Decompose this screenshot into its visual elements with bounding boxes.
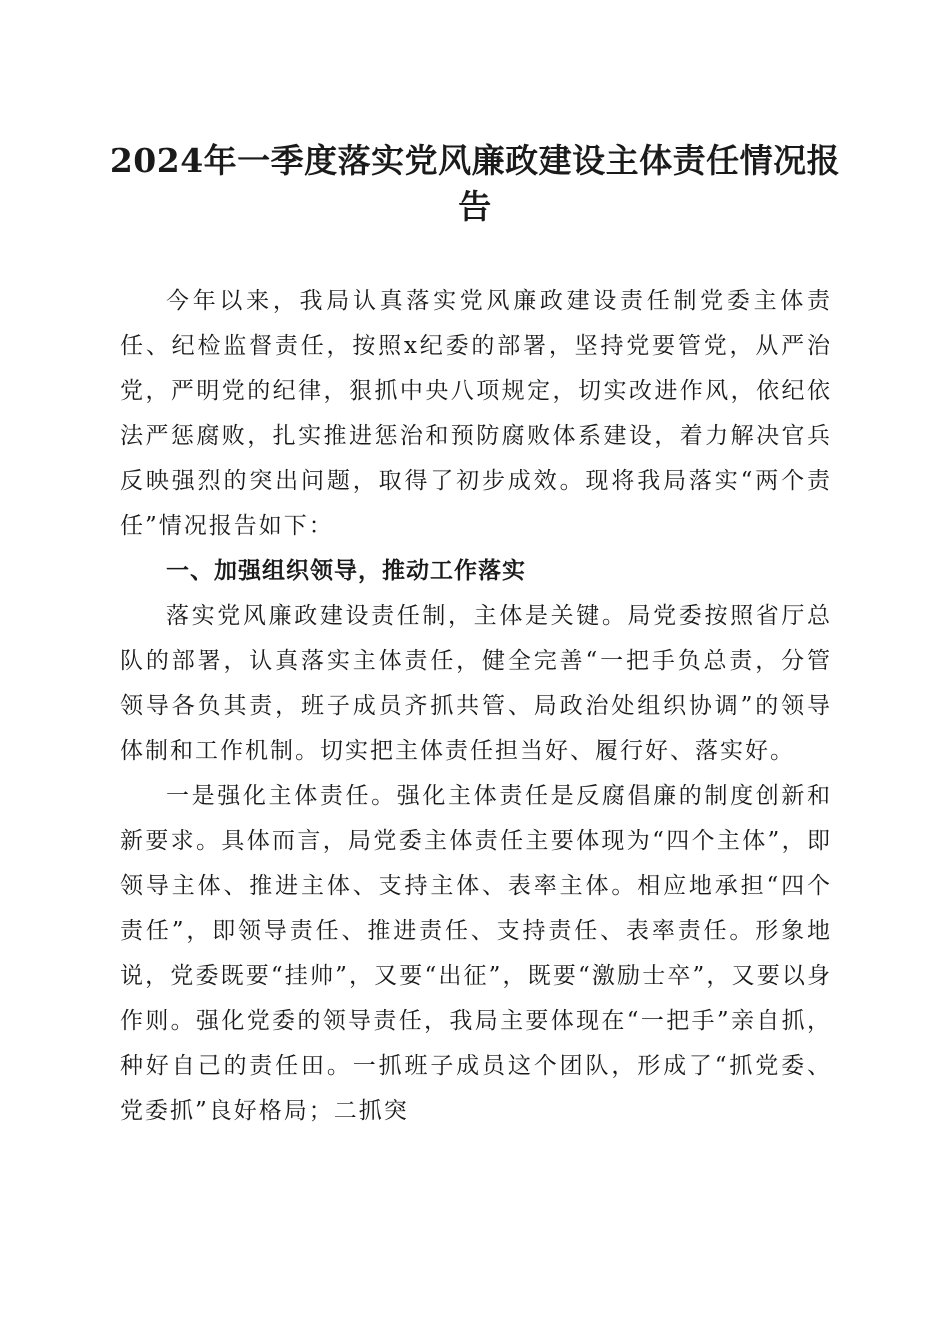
intro-paragraph: 今年以来，我局认真落实党风廉政建设责任制党委主体责任、纪检监督责任，按照x纪委的部署，坚持党要管党，从严治党，严明党的纪律，狠抓中央八项规定，切实改进作风，依纪依法严惩腐败，扎实推进惩治和预防腐败体系建设，着力解决官兵反映强烈的突出问题，取得了初步成效。现将我局落实“两个责任”情况报告如下：: [120, 288, 832, 539]
document-body: [120, 279, 832, 1134]
body-paragraph: 一是强化主体责任。强化主体责任是反腐倡廉的制度创新和新要求。具体而言，局党委主体责任主要体现为“四个主体”，即领导主体、推进主体、支持主体、表率主体。相应地承担“四个责任”，即领导责任、推进责任、支持责任、表率责任。形象地说，党委既要“挂帅”，又要“出征”，既要“激励士卒”，又要以身作则。强化党委的领导责任，我局主要体现在“一把手”亲自抓，种好自己的责任田。一抓班子成员这个团队，形成了“抓党委、党委抓”良好格局；二抓突: [120, 783, 832, 1124]
section-heading: 一、加强组织领导，推动工作落实: [166, 558, 526, 584]
document-title: 2024年一季度落实党风廉政建设主体责任情况报告: [109, 141, 841, 226]
body-paragraph: 落实党风廉政建设责任制，主体是关键。局党委按照省厅总队的部署，认真落实主体责任，健全完善“一把手负总责，分管领导各负其责，班子成员齐抓共管、局政治处组织协调”的领导体制和工作机制。切实把主体责任担当好、履行好、落实好。: [120, 603, 832, 764]
